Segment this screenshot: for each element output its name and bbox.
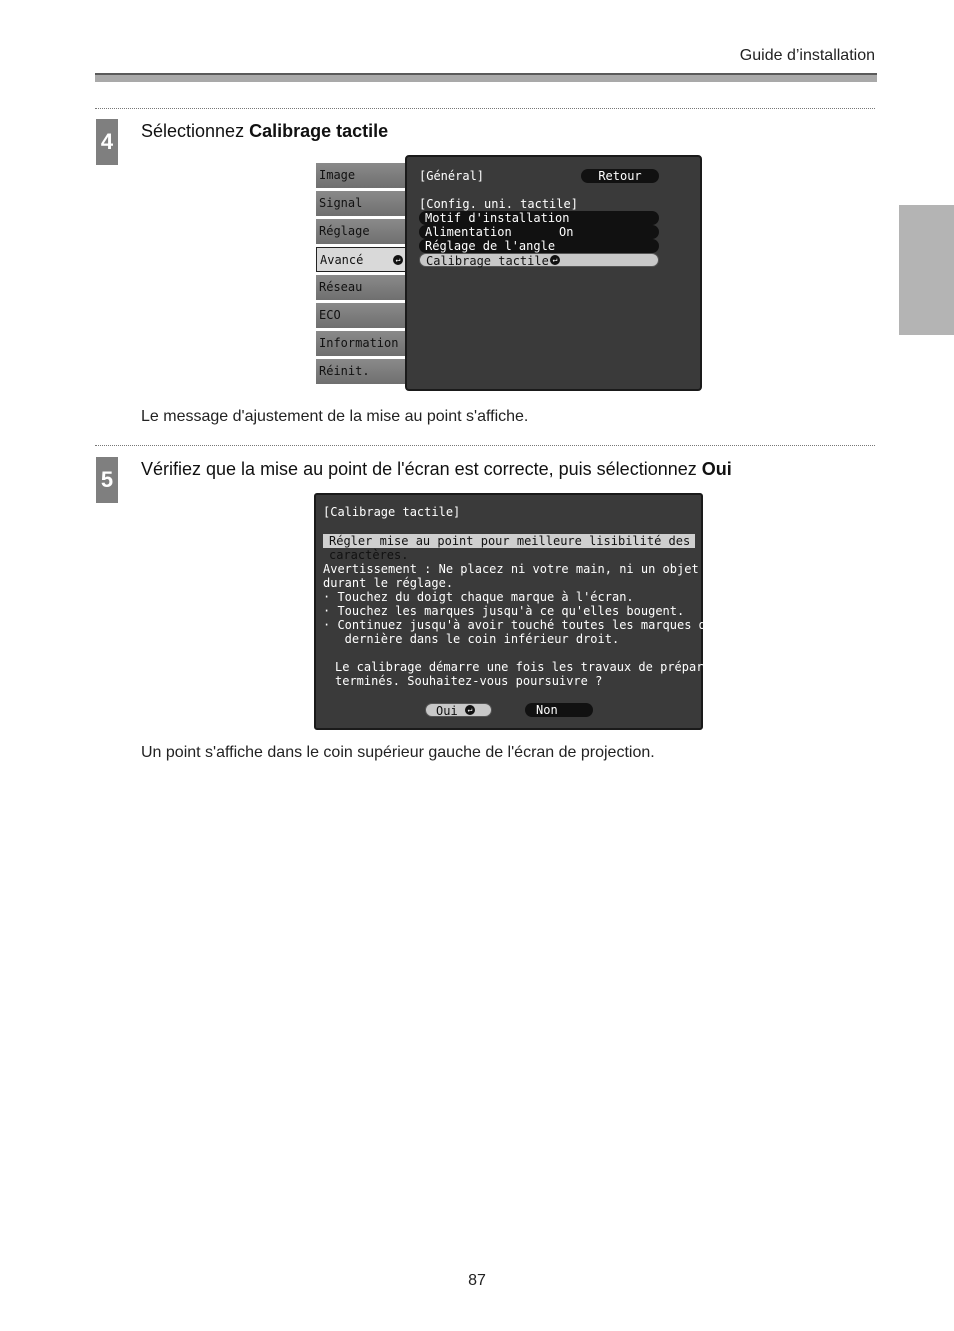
step-text-bold: Oui xyxy=(701,459,732,479)
general-label: [Général] xyxy=(419,169,485,183)
dialog-line: · Touchez les marques jusqu'à ce qu'elles bougent. xyxy=(323,604,685,618)
menu-item-reinit[interactable]: Réinit. xyxy=(316,359,411,384)
header-rule xyxy=(95,73,877,82)
projector-menu xyxy=(316,155,702,391)
dialog-line: dernière dans le coin inférieur droit. xyxy=(323,632,620,646)
back-button[interactable]: Retour xyxy=(581,169,659,183)
step-text: Vérifiez que la mise au point de l'écran est correcte, puis sélectionnez xyxy=(141,459,702,479)
dialog-title: [Calibrage tactile] xyxy=(323,505,461,519)
option-value: On xyxy=(559,225,574,239)
menu-item-image[interactable]: Image xyxy=(316,163,411,188)
dialog-line: · Touchez du doigt chaque marque à l'écran. xyxy=(323,590,634,604)
yes-button-label: Oui xyxy=(436,704,458,718)
option-alimentation[interactable] xyxy=(419,225,659,239)
option-label: Calibrage tactile xyxy=(426,254,549,268)
step-number: 5 xyxy=(96,457,118,503)
option-label: Motif d'installation xyxy=(425,211,570,225)
menu-item-information[interactable]: Information xyxy=(316,331,411,356)
enter-icon: ↵ xyxy=(465,705,475,715)
step-instruction xyxy=(141,459,732,480)
calibration-dialog xyxy=(314,493,786,730)
menu-item-reseau[interactable]: Réseau xyxy=(316,275,411,300)
divider xyxy=(95,108,875,109)
step-number: 4 xyxy=(96,119,118,165)
step-note: Un point s'affiche dans le coin supérieur gauche de l'écran de projection. xyxy=(141,744,655,761)
header-title: Guide d’installation xyxy=(739,47,875,64)
option-label: Alimentation xyxy=(425,225,512,239)
menu-item-eco[interactable]: ECO xyxy=(316,303,411,328)
dialog-line: durant le réglage. xyxy=(323,576,454,590)
dialog-line: Avertissement : Ne placez ni votre main, ni un objet sur l'écran xyxy=(323,562,786,576)
option-label: Réglage de l'angle xyxy=(425,239,556,253)
dialog-highlight: Régler mise au point pour meilleure lisibilité des caractères. xyxy=(323,534,695,548)
menu-item-label: Avancé xyxy=(320,253,364,267)
option-calibrage-tactile[interactable] xyxy=(419,253,659,267)
dialog-line: · Continuez jusqu'à avoir touché toutes les marques dont la xyxy=(323,618,750,632)
step-instruction xyxy=(141,121,388,142)
step-text: Sélectionnez xyxy=(141,121,250,141)
side-tab xyxy=(899,205,954,335)
menu-panel xyxy=(405,155,702,391)
yes-button[interactable] xyxy=(425,703,492,717)
menu-item-avance[interactable] xyxy=(316,247,411,272)
section-label: [Config. uni. tactile] xyxy=(419,197,578,211)
divider xyxy=(95,445,875,446)
dialog-line: Le calibrage démarre une fois les travaux de préparation xyxy=(335,660,740,674)
menu-item-reglage[interactable]: Réglage xyxy=(316,219,411,244)
dialog-line: terminés. Souhaitez-vous poursuivre ? xyxy=(335,674,603,688)
enter-icon: ↵ xyxy=(393,255,403,265)
option-reglage-angle[interactable] xyxy=(419,239,659,253)
page-number: 87 xyxy=(468,1272,486,1289)
menu-item-signal[interactable]: Signal xyxy=(316,191,411,216)
enter-icon: ↵ xyxy=(550,255,560,265)
step-text-bold: Calibrage tactile xyxy=(249,121,389,141)
option-motif[interactable] xyxy=(419,211,659,225)
step-note: Le message d'ajustement de la mise au point s'affiche. xyxy=(141,408,529,425)
no-button[interactable]: Non xyxy=(525,703,593,717)
